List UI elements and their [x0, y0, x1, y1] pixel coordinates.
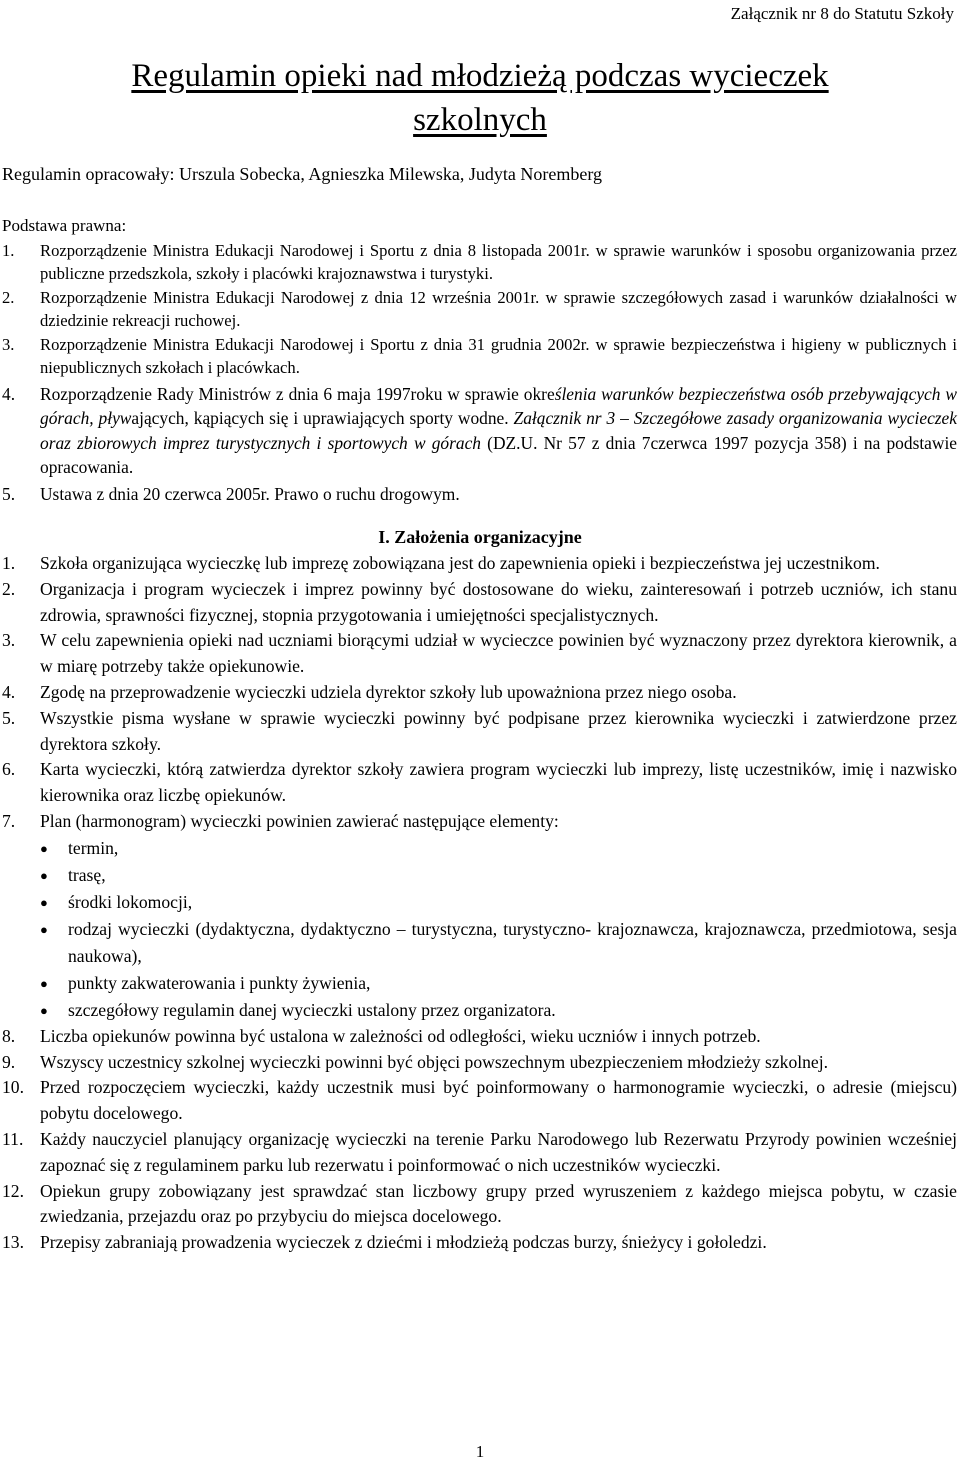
- bullet-icon: ●: [40, 1002, 48, 1018]
- legal-basis-item: 1. Rozporządzenie Ministra Edukacji Narodowej i Sportu z dnia 8 listopada 2001r. w sprawie warunków i sposobu organizowania przez publiczne przedszkola, szkoły i placówki krajoznawstwa i turystyki.: [2, 241, 957, 283]
- page-number: 1: [475, 1442, 485, 1461]
- section-heading: I. Założenia organizacyjne: [378, 527, 582, 547]
- rule-item: 8. Liczba opiekunów powinna być ustalona w zależności od odległości, wieku uczniów i innych potrzeb.: [2, 1025, 761, 1046]
- legal-basis-item: 4. Rozporządzenie Rady Ministrów z dnia 6 maja 1997roku w sprawie określenia warunków bezpieczeństwa osób przebywających w górach, pływających, kąpiących się i uprawiających sporty wodne. Załącznik nr 3 – Szczegółowe zasady organizowania wycieczek oraz zbiorowych imprez turystycznych i sportowych w górach (DZ.U. Nr 57 z dnia 7czerwca 1997 pozycja 358) i na podstawie opracowania.: [2, 383, 957, 478]
- annex-header: Załącznik nr 8 do Statutu Szkoły: [730, 4, 954, 23]
- list-item: ● termin,: [40, 835, 957, 862]
- legal-basis-item: 3. Rozporządzenie Ministra Edukacji Narodowej i Sportu z dnia 31 grudnia 2002r. w sprawie bezpieczeństwa i higieny w publicznych i niepublicznych szkołach i placówkach.: [2, 335, 957, 377]
- rule-item: 6. Karta wycieczki, którą zatwierdza dyrektor szkoły zawiera program wycieczki lub imprezy, listę uczestników, imię i nazwisko kierownika oraz liczbę opiekunów.: [2, 759, 957, 806]
- rule-item: 4. Zgodę na przeprowadzenie wycieczki udziela dyrektor szkoły lub upoważniona przez niego osoba.: [2, 681, 737, 702]
- rule-item: 5. Wszystkie pisma wysłane w sprawie wycieczki powinny być podpisane przez kierownika wycieczki i zatwierdzone przez dyrektora szkoły.: [2, 707, 957, 754]
- bullet-icon: ●: [40, 921, 48, 937]
- rule-item: 7. Plan (harmonogram) wycieczki powinien zawierać następujące elementy:: [2, 810, 559, 831]
- legal-basis-item: 5. Ustawa z dnia 20 czerwca 2005r. Prawo o ruchu drogowym.: [2, 483, 460, 504]
- legal-basis-item: 2. Rozporządzenie Ministra Edukacji Narodowej z dnia 12 września 2001r. w sprawie szczegółowych zasad i warunków działalności w dziedzinie rekreacji ruchowej.: [2, 288, 957, 330]
- document-title: [0, 54, 960, 142]
- bullet-icon: ●: [40, 975, 48, 991]
- rule-item: 10. Przed rozpoczęciem wycieczki, każdy uczestnik musi być poinformowany o harmonogramie wycieczki, o adresie (miejscu) pobytu docelowego.: [2, 1077, 957, 1124]
- title-line-2: szkolnych: [413, 102, 547, 138]
- bullet-icon: ●: [40, 867, 48, 883]
- rule-item: 12. Opiekun grupy zobowiązany jest sprawdzać stan liczbowy grupy przed wyruszeniem z każdego miejsca pobytu, w czasie zwiedzania, przejazdu oraz po przybyciu do miejsca docelowego.: [2, 1180, 957, 1227]
- bullet-icon: ●: [40, 894, 48, 910]
- authors-line: Regulamin opracowały: Urszula Sobecka, Agnieszka Milewska, Judyta Noremberg: [2, 164, 603, 184]
- plan-elements-list: [2, 835, 957, 1024]
- title-line-1: Regulamin opieki nad młodzieżą podczas wycieczek: [131, 58, 829, 94]
- bullet-icon: ●: [40, 840, 48, 856]
- legal-basis-list: [2, 240, 957, 509]
- rule-item: 13. Przepisy zabraniają prowadzenia wycieczek z dziećmi i młodzieżą podczas burzy, śnieżycy i gołoledzi.: [2, 1232, 767, 1253]
- legal-basis-label: Podstawa prawna:: [2, 216, 127, 235]
- rule-item: 9. Wszyscy uczestnicy szkolnej wycieczki powinni być objęci powszechnym ubezpieczeniem młodzieży szkolnej.: [2, 1051, 829, 1072]
- rule-item: 3. W celu zapewnienia opieki nad uczniami biorącymi udział w wycieczce powinien być wyznaczony przez dyrektora kierownik, a w miarę potrzeby także opiekunowie.: [2, 630, 957, 677]
- rule-item: 11. Każdy nauczyciel planujący organizację wycieczki na terenie Parku Narodowego lub Rezerwatu Przyrody powinien wcześniej zapoznać się z regulaminem parku lub rezerwatu i poinformować o nich uczestników wycieczki.: [2, 1128, 957, 1175]
- rule-item: 2. Organizacja i program wycieczek i imprez powinny być dostosowane do wieku, zainteresowań i potrzeb uczniów, ich stanu zdrowia, sprawności fizycznej, stopnia przygotowania i umiejętności specjalistycznych.: [2, 578, 957, 625]
- rules-list: [2, 551, 957, 1256]
- list-item: ● szczegółowy regulamin danej wycieczki ustalony przez organizatora.: [40, 997, 957, 1024]
- list-item: ● środki lokomocji,: [40, 889, 957, 916]
- list-item: ● punkty zakwaterowania i punkty żywienia,: [40, 970, 957, 997]
- list-item: ● rodzaj wycieczki (dydaktyczna, dydaktyczno – turystyczna, turystyczno- krajoznawcza, krajoznawcza, przedmiotowa, sesja naukowa),: [40, 916, 957, 970]
- list-item: ● trasę,: [40, 862, 957, 889]
- rule-item: 1. Szkoła organizująca wycieczkę lub imprezę zobowiązana jest do zapewnienia opieki i bezpieczeństwa jej uczestnikom.: [2, 553, 880, 573]
